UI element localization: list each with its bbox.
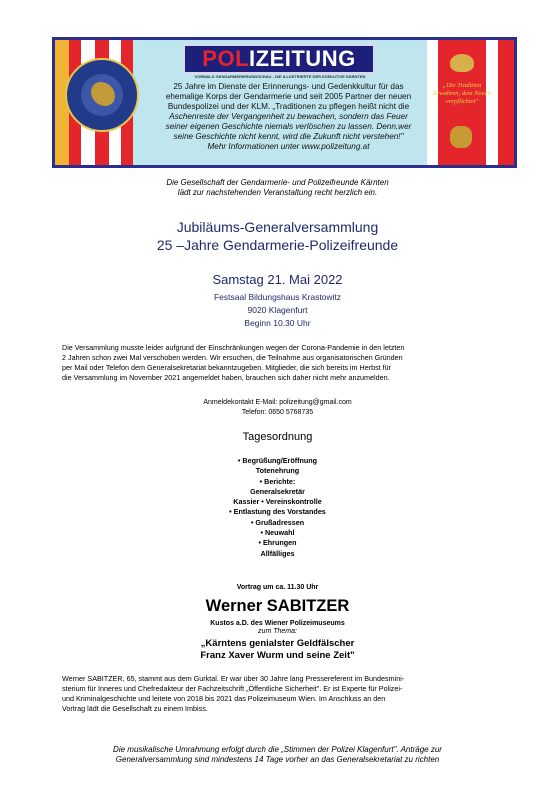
notice-paragraph xyxy=(62,343,492,383)
event-date: Samstag 21. Mai 2022 xyxy=(212,272,343,287)
agenda-list xyxy=(0,456,555,559)
banner-line: Aschenreste der Vergangenheit zu bewachen, sondern das Feuer xyxy=(169,112,408,121)
eagle-emblem-icon xyxy=(450,54,474,72)
banner-description xyxy=(147,82,430,152)
polizeitung-logo xyxy=(183,44,375,74)
banner-line: Bundespolizei und der KLM. „Traditionen zu pflegen heißt nicht die xyxy=(167,102,410,111)
topic-title-line2: Franz Xaver Wurm und seine Zeit" xyxy=(200,650,355,661)
agenda-item: • Begrüßung/Eröffnung xyxy=(237,456,318,465)
header-banner xyxy=(52,37,517,168)
topic-title-line1: „Kärntens genialster Geldfälscher xyxy=(200,638,355,649)
topic-intro: zum Thema: xyxy=(258,628,297,635)
speaker-bio xyxy=(62,674,492,714)
logo-subtitle: VORMALS GENDARMERIERUNDSCHAU - DIE ILLUSTRIERTE DER EXEKUTIVE KÄRNTEN xyxy=(194,74,366,79)
logo-text-red: POL xyxy=(202,46,250,71)
agenda-item: Kassier • Vereinskontrolle xyxy=(233,497,322,507)
gendarmerie-seal-icon xyxy=(65,58,139,132)
helmet-emblem-icon xyxy=(450,126,472,148)
agenda-heading: Tagesordnung xyxy=(242,431,313,443)
lecture-time: Vortrag um ca. 11.30 Uhr xyxy=(236,584,319,591)
agenda-item: Totenehrung xyxy=(255,466,300,476)
contact-phone: Telefon: 0650 5768735 xyxy=(241,409,314,416)
bio-line: Vortrag lädt die Gesellschaft zu einem Imbiss. xyxy=(62,704,208,713)
agenda-item: Generalsekretär xyxy=(250,486,305,496)
speaker-name: Werner SABITZER xyxy=(205,597,350,615)
stripe-red xyxy=(498,40,514,165)
logo-text-white: IZEITUNG xyxy=(249,46,356,71)
agenda-item: • Grußadressen xyxy=(250,517,305,527)
venue-name: Festsaal Bildungshaus Krastowitz xyxy=(213,292,342,302)
bio-line: und Kriminalgeschichte und leitete von 2018 bis 2021 das Polizeimuseum Wien. Im Anschluss an den xyxy=(62,694,386,703)
banner-line: 25 Jahre im Dienste der Erinnerungs- und Gedenkkultur für das xyxy=(173,82,404,91)
event-subtitle: 25 –Jahre Gendarmerie-Polizeifreunde xyxy=(156,237,399,253)
intro-line: lädt zur nachstehenden Veranstaltung recht herzlich ein. xyxy=(177,188,378,197)
agenda-item: • Ehrungen xyxy=(258,538,297,548)
event-title: Jubiläums-Generalversammlung xyxy=(176,219,379,235)
footer-line: Die musikalische Umrahmung erfolgt durch die „Stimmen der Polizei Klagenfurt". Anträge zur xyxy=(113,745,442,754)
agenda-item: Allfälliges xyxy=(260,548,295,558)
banner-line: seiner eigenen Geschichte niemals verlöschen zu lassen. Denn,wer xyxy=(165,122,412,131)
venue-city: 9020 Klagenfurt xyxy=(247,305,308,315)
start-time: Beginn 10.30 Uhr xyxy=(244,318,311,328)
notice-line: per Mail oder Telefon dem Generalsekretariat bekanntzugeben. Mitglieder, die sich bereits im Herbst für xyxy=(62,363,392,372)
intro-line: Die Gesellschaft der Gendarmerie- und Polizeifreunde Kärnten xyxy=(166,178,389,187)
footer-note xyxy=(0,745,555,765)
banner-quote: „Die Tradition bewahren, dem Neuen verpflichtet" xyxy=(433,82,491,105)
bio-line: sterium für Inneres und Chefredakteur der Fachzeitschrift „Öffentliche Sicherheit". Er ist Experte für Polizei- xyxy=(62,684,403,693)
bio-line: Werner SABITZER, 65, stammt aus dem Gurktal. Er war über 30 Jahre lang Pressereferent im Bundesmini- xyxy=(62,674,405,683)
invitation-intro xyxy=(0,178,555,198)
agenda-item: • Neuwahl xyxy=(260,528,295,538)
agenda-item: • Berichte: xyxy=(259,476,296,486)
notice-line: die Versammlung im November 2021 angemeldet haben, brauchen sich daher nicht mehr anzumelden. xyxy=(62,373,390,382)
notice-line: Die Versammlung musste leider aufgrund der Einschränkungen wegen der Corona-Pandemie in den letzten xyxy=(62,343,405,352)
notice-line: 2 Jahren schon zwei Mal verschoben werden. Wir ersuchen, die Teilnahme aus organisatorischen Gründen xyxy=(62,353,403,362)
footer-line: Generalversammlung sind mindestens 14 Tage vorher an das Generalsekretariat zu richten xyxy=(115,755,440,764)
contact-email: Anmeldekontakt E-Mail: polizeitung@gmail.com xyxy=(203,399,352,406)
speaker-role: Kustos a.D. des Wiener Polizeimuseums xyxy=(210,620,345,627)
banner-line: seine Geschichte nicht kennt, wird die Zukunft nicht verstehen!" xyxy=(173,132,404,141)
agenda-item: • Entlastung des Vorstandes xyxy=(229,507,326,517)
banner-line: ehemalige Korps der Gendarmerie und seit 2005 Partner der neuen xyxy=(165,92,412,101)
banner-website: Mehr Informationen unter www.polizeitung.at xyxy=(207,142,370,151)
logo-text xyxy=(185,47,373,71)
